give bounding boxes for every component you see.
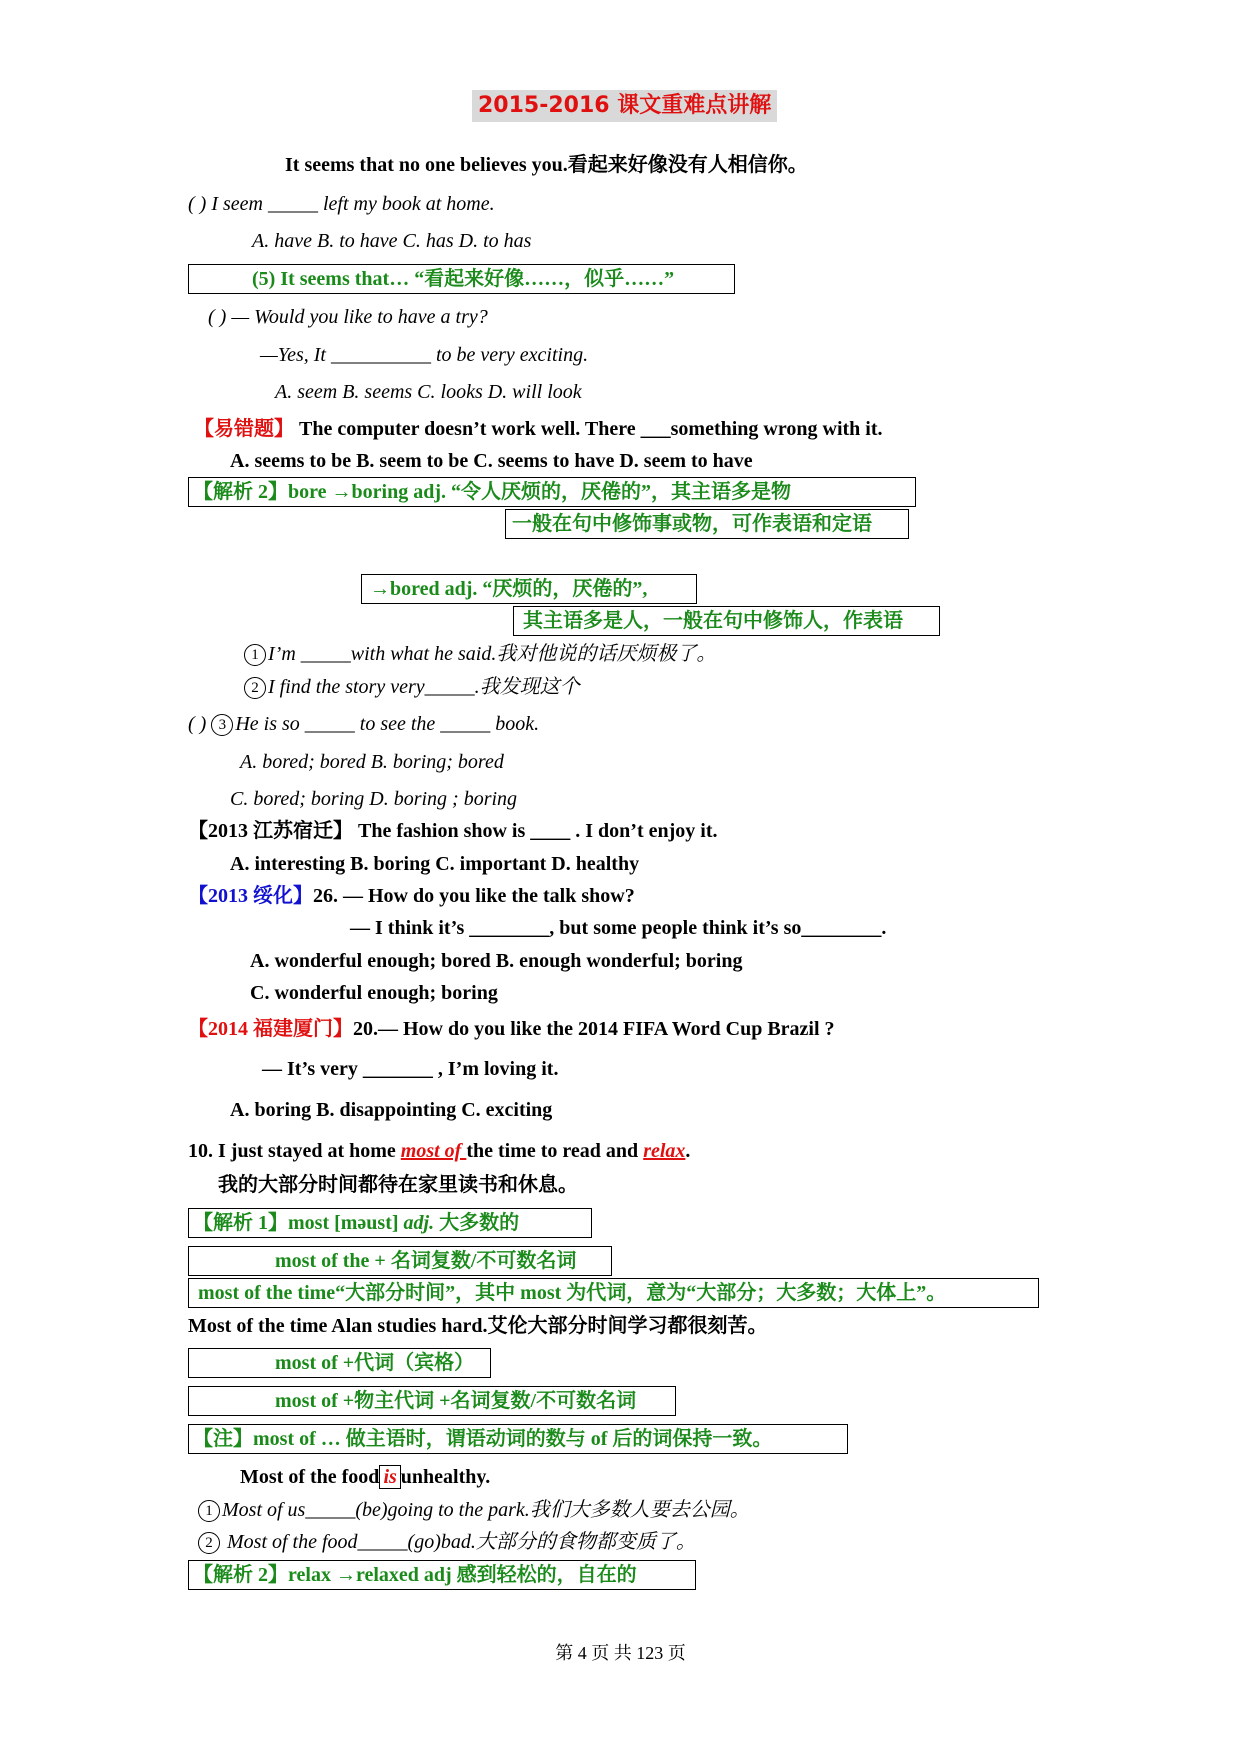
analysis-boring-usage: 一般在句中修饰事或物，可作表语和定语 <box>512 513 872 535</box>
example-food-part: unhealthy. <box>400 1466 491 1488</box>
sentence-10-part: 10. I just stayed at home <box>188 1140 401 1162</box>
exam-text: 26. — How do you like the talk show? <box>313 885 635 907</box>
analysis-bore: 【解析 2】bore →boring adj. “令人厌烦的，厌倦的”，其主语多是物 <box>193 481 791 503</box>
error-prone-text: The computer doesn’t work well. There ___something wrong with it. <box>294 418 883 440</box>
circled-number: 2 <box>244 677 266 699</box>
rule-most-of-the: most of the + 名词复数/不可数名词 <box>275 1250 577 1272</box>
analysis-bored: →bored adj. “厌烦的，厌倦的”, <box>370 578 648 600</box>
exam-2013-suqian: 【2013 江苏宿迁】 The fashion show is ____ . I don’t enjoy it. <box>188 820 718 842</box>
error-prone-tag: 【易错题】 <box>194 418 294 440</box>
page-title: 2015-2016 课文重难点讲解 <box>472 90 777 122</box>
exercise-most-2-text: Most of the food_____(go)bad.大部分的食物都变质了。 <box>222 1531 696 1553</box>
sentence-10-part: the time to read and <box>466 1140 644 1162</box>
exercise-3-options-cd: C. bored; boring D. boring ; boring <box>230 788 518 810</box>
exam-tag: 【2013 绥化】 <box>188 885 313 907</box>
example-food <box>240 1464 490 1490</box>
highlight-most-of: most of <box>400 1140 467 1162</box>
analysis-most-part: 【解析 1】most [məust] <box>193 1212 404 1234</box>
exam-2013-suihua-options-ab: A. wonderful enough; bored B. enough wonderful; boring <box>250 950 743 972</box>
rule-most-of-the-time: most of the time“大部分时间”，其中 most 为代词，意为“大部分；大多数；大体上”。 <box>198 1282 947 1304</box>
exercise-most-1 <box>198 1497 750 1523</box>
exercise-1-text: I’m _____with what he said.我对他说的话厌烦极了。 <box>268 643 717 665</box>
highlight-relax: relax <box>643 1140 686 1162</box>
rule-it-seems: (5) It seems that… “看起来好像……，似乎……” <box>252 268 675 290</box>
exam-tag: 【2014 福建厦门】 <box>188 1018 353 1040</box>
exercise-3-options-ab: A. bored; bored B. boring; bored <box>240 751 504 773</box>
example-alan: Most of the time Alan studies hard.艾伦大部分时间学习都很刻苦。 <box>188 1315 768 1337</box>
exercise-2-text: I find the story very_____.我发现这个 <box>268 676 580 698</box>
analysis-most-adj: adj. <box>403 1212 435 1234</box>
exam-2013-suihua-answer: — I think it’s ________, but some people think it’s so________. <box>350 917 887 939</box>
exam-text: 20.— How do you like the 2014 FIFA Word Cup Brazil ? <box>353 1018 835 1040</box>
question-1-options: A. have B. to have C. has D. to has <box>252 230 532 252</box>
error-prone-question <box>194 416 883 442</box>
circled-number: 1 <box>198 1500 220 1522</box>
circled-number: 1 <box>244 644 266 666</box>
exam-2014-xiamen-options: A. boring B. disappointing C. exciting <box>230 1099 553 1121</box>
exercise-1 <box>244 641 716 667</box>
question-1: ( ) I seem _____ left my book at home. <box>188 193 495 215</box>
question-2: ( ) — Would you like to have a try? <box>208 306 488 328</box>
highlight-is: is <box>379 1465 400 1489</box>
exam-2014-xiamen-answer: — It’s very _______ , I’m loving it. <box>262 1058 559 1080</box>
exercise-most-2 <box>198 1529 696 1555</box>
exercise-most-1-text: Most of us_____(be)going to the park.我们大多数人要去公园。 <box>222 1499 750 1521</box>
sentence-10 <box>188 1138 690 1164</box>
page-footer: 第 4 页 共 123 页 <box>555 1643 686 1663</box>
rule-most-of-possessive: most of +物主代词 +名词复数/不可数名词 <box>275 1390 637 1412</box>
exercise-3-text: He is so _____ to see the _____ book. <box>235 713 540 735</box>
question-2-options: A. seem B. seems C. looks D. will look <box>275 381 582 403</box>
analysis-bored-usage: 其主语多是人，一般在句中修饰人，作表语 <box>523 610 903 632</box>
error-prone-options: A. seems to be B. seem to be C. seems to have D. seem to have <box>230 450 753 472</box>
analysis-relax: 【解析 2】relax →relaxed adj 感到轻松的，自在的 <box>193 1564 637 1586</box>
exam-2013-suihua-option-c: C. wonderful enough; boring <box>250 982 498 1004</box>
exam-2013-suihua <box>188 883 635 909</box>
rule-most-of-pronoun: most of +代词（宾格） <box>275 1352 475 1374</box>
analysis-most-part: 大多数的 <box>434 1212 520 1234</box>
example-sentence: It seems that no one believes you.看起来好像没有人相信你。 <box>285 154 808 176</box>
circled-number: 2 <box>198 1532 220 1554</box>
exam-2013-suqian-options: A. interesting B. boring C. important D. healthy <box>230 853 640 875</box>
circled-number: 3 <box>211 714 233 736</box>
question-2-answer: —Yes, It __________ to be very exciting. <box>260 344 589 366</box>
example-food-part: Most of the food <box>240 1466 380 1488</box>
exercise-2 <box>244 674 580 700</box>
exam-2014-xiamen <box>188 1016 835 1042</box>
sentence-10-translation: 我的大部分时间都待在家里读书和休息。 <box>218 1174 578 1196</box>
note-agreement: 【注】most of … 做主语时，谓语动词的数与 of 后的词保持一致。 <box>193 1428 773 1450</box>
analysis-most <box>193 1210 519 1236</box>
sentence-10-part: . <box>685 1140 691 1162</box>
exercise-3 <box>188 711 539 737</box>
exercise-3-bracket: ( ) <box>188 713 212 735</box>
